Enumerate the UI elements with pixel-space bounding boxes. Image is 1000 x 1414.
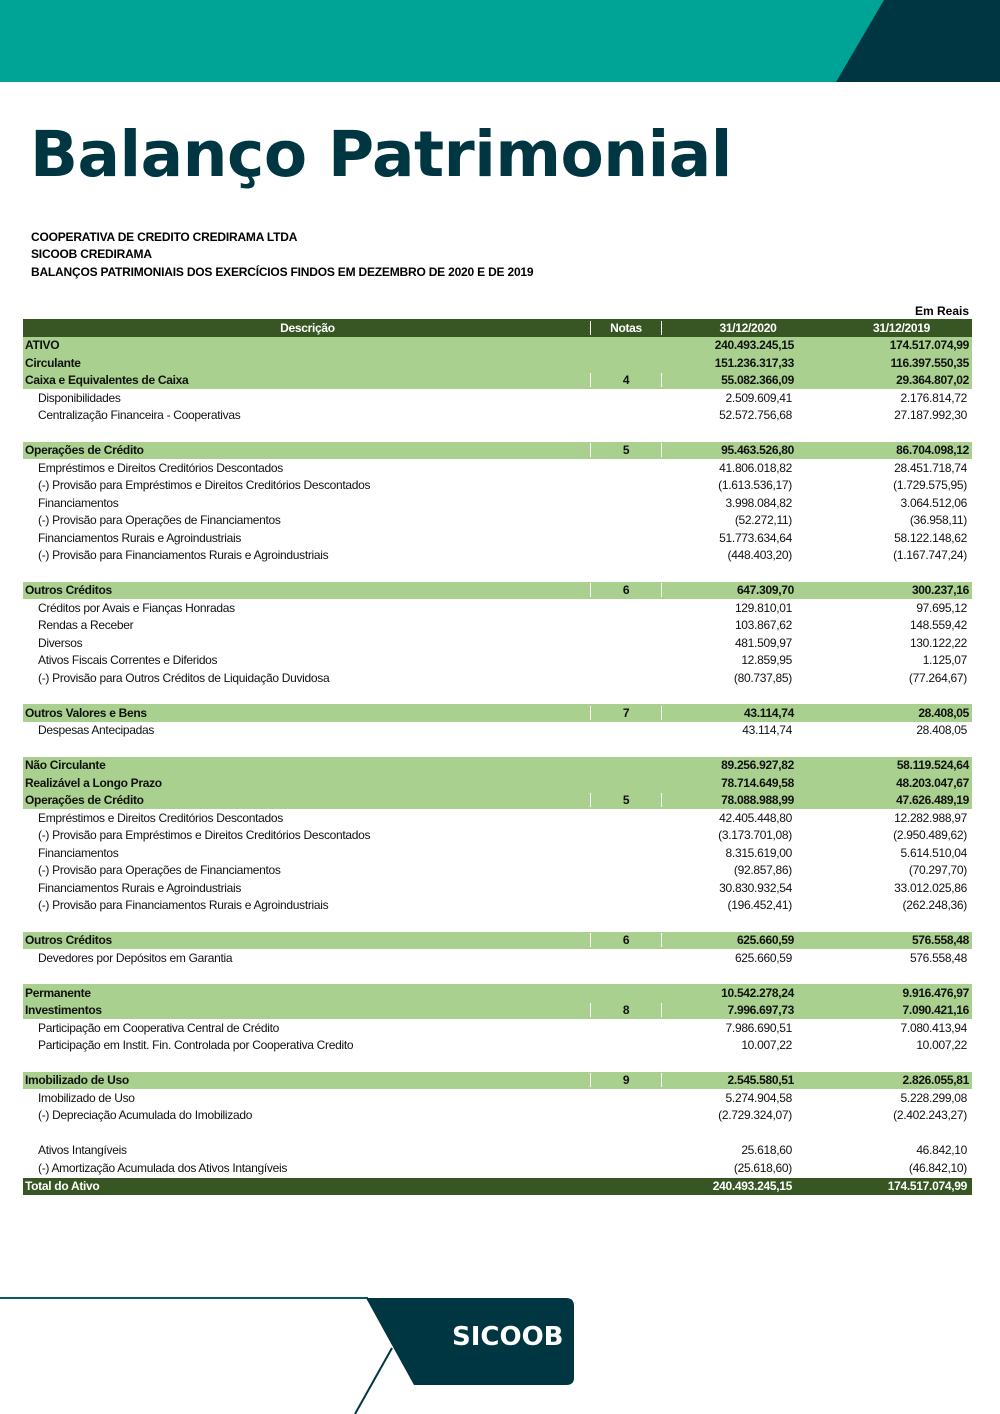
value-2020-cell: 240.493.245,15 bbox=[714, 338, 794, 353]
description-cell: Outros Créditos bbox=[25, 933, 112, 948]
value-2020-cell: 240.493.245,15 bbox=[712, 1179, 792, 1194]
value-2019-cell: 7.080.413,94 bbox=[900, 1020, 967, 1035]
value-2020-cell: 43.114,74 bbox=[742, 723, 792, 738]
spacer-row bbox=[23, 914, 972, 932]
value-2019-cell: 1.125,07 bbox=[922, 653, 967, 668]
value-2019-cell: 3.064.512,06 bbox=[900, 495, 967, 510]
description-cell: Centralização Financeira - Cooperativas bbox=[38, 408, 241, 423]
value-2019-cell: 58.122.148,62 bbox=[894, 530, 967, 545]
description-cell: Outros Valores e Bens bbox=[25, 705, 147, 720]
section-row bbox=[23, 372, 972, 390]
description-cell: Financiamentos Rurais e Agroindustriais bbox=[38, 530, 242, 545]
table-row bbox=[23, 652, 972, 670]
value-2020-cell: 3.998.084,82 bbox=[725, 495, 792, 510]
value-2019-cell: 47.626.489,19 bbox=[896, 793, 969, 808]
table-row bbox=[23, 529, 972, 547]
table-row bbox=[23, 949, 972, 967]
value-2020-cell: 7.996.697,73 bbox=[727, 1003, 794, 1018]
value-2020-cell: (25.618,60) bbox=[733, 1160, 792, 1175]
value-2019-cell: 97.695,12 bbox=[916, 600, 967, 615]
section-row bbox=[23, 792, 972, 810]
col-header-2019: 31/12/2019 bbox=[872, 320, 931, 335]
table-row bbox=[23, 1159, 972, 1177]
description-cell: Operações de Crédito bbox=[25, 443, 144, 458]
description-cell: Imobilizado de Uso bbox=[25, 1073, 129, 1088]
col-header-description: Descrição bbox=[280, 320, 335, 335]
description-cell: Ativos Fiscais Correntes e Diferidos bbox=[38, 653, 218, 668]
value-2019-cell: (70.297,70) bbox=[908, 863, 967, 878]
section-row bbox=[23, 337, 972, 355]
value-2019-cell: 9.916.476,97 bbox=[902, 985, 969, 1000]
table-row bbox=[23, 722, 972, 740]
value-2020-cell: (3.173.701,08) bbox=[718, 828, 792, 843]
value-2019-cell: 58.119.524,64 bbox=[896, 758, 969, 773]
value-2020-cell: (1.613.536,17) bbox=[718, 478, 792, 493]
notes-cell: 7 bbox=[590, 706, 662, 720]
description-cell: (-) Amortização Acumulada dos Ativos Intangíveis bbox=[38, 1160, 288, 1175]
section-row bbox=[23, 1002, 972, 1020]
description-cell: Participação em Instit. Fin. Controlada por Cooperativa Credito bbox=[38, 1038, 354, 1053]
notes-cell: 4 bbox=[590, 373, 662, 387]
value-2020-cell: 8.315.619,00 bbox=[725, 845, 792, 860]
value-2019-cell: 29.364.807,02 bbox=[896, 373, 969, 388]
value-2019-cell: 576.558,48 bbox=[909, 950, 967, 965]
value-2020-cell: 10.542.278,24 bbox=[721, 985, 794, 1000]
value-2020-cell: 43.114,74 bbox=[743, 705, 794, 720]
company-brand: SICOOB CREDIRAMA bbox=[31, 247, 152, 261]
value-2020-cell: 95.463.526,80 bbox=[721, 443, 794, 458]
value-2019-cell: 46.842,10 bbox=[916, 1143, 967, 1158]
description-cell: Permanente bbox=[25, 985, 91, 1000]
section-row bbox=[23, 932, 972, 950]
table-row bbox=[23, 459, 972, 477]
report-subtitle: BALANÇOS PATRIMONIAIS DOS EXERCÍCIOS FINDOS EM DEZEMBRO DE 2020 E DE 2019 bbox=[31, 265, 534, 279]
description-cell: Outros Créditos bbox=[25, 583, 112, 598]
value-2019-cell: 148.559,42 bbox=[909, 618, 967, 633]
balance-sheet-table bbox=[23, 319, 972, 1195]
description-cell: Rendas a Receber bbox=[38, 618, 134, 633]
value-2020-cell: 89.256.927,82 bbox=[721, 758, 794, 773]
value-2020-cell: (92.857,86) bbox=[733, 863, 792, 878]
value-2019-cell: (2.950.489,62) bbox=[893, 828, 967, 843]
description-cell: Créditos por Avais e Fianças Honradas bbox=[38, 600, 235, 615]
notes-cell: 5 bbox=[590, 793, 662, 807]
value-2019-cell: 2.826.055,81 bbox=[902, 1073, 969, 1088]
value-2020-cell: 52.572.756,68 bbox=[719, 408, 792, 423]
section-row bbox=[23, 442, 972, 460]
section-row bbox=[23, 757, 972, 775]
table-row bbox=[23, 1019, 972, 1037]
description-cell: Empréstimos e Direitos Creditórios Descontados bbox=[38, 810, 283, 825]
total-row bbox=[23, 1177, 972, 1196]
value-2019-cell: 5.228.299,08 bbox=[900, 1090, 967, 1105]
value-2019-cell: (46.842,10) bbox=[908, 1160, 967, 1175]
value-2019-cell: 28.451.718,74 bbox=[894, 460, 967, 475]
table-row bbox=[23, 827, 972, 845]
section-row bbox=[23, 704, 972, 722]
page-title: Balanço Patrimonial bbox=[30, 118, 732, 191]
value-2019-cell: 116.397.550,35 bbox=[890, 355, 969, 370]
table-row bbox=[23, 512, 972, 530]
table-row bbox=[23, 1142, 972, 1160]
table-row bbox=[23, 862, 972, 880]
table-body bbox=[23, 337, 972, 1196]
table-row bbox=[23, 844, 972, 862]
value-2020-cell: (448.403,20) bbox=[727, 548, 792, 563]
value-2020-cell: 2.545.580,51 bbox=[727, 1073, 794, 1088]
spacer-row bbox=[23, 424, 972, 442]
value-2019-cell: (36.958,11) bbox=[909, 513, 967, 528]
description-cell: ATIVO bbox=[25, 338, 60, 353]
value-2019-cell: 28.408,05 bbox=[916, 723, 967, 738]
table-row bbox=[23, 634, 972, 652]
description-cell: Participação em Cooperativa Central de Crédito bbox=[38, 1020, 279, 1035]
description-cell: Financiamentos bbox=[38, 495, 119, 510]
value-2020-cell: 30.830.932,54 bbox=[719, 880, 792, 895]
spacer-row bbox=[23, 739, 972, 757]
value-2020-cell: 5.274.904,58 bbox=[725, 1090, 792, 1105]
notes-cell: 8 bbox=[590, 1003, 662, 1017]
value-2020-cell: 25.618,60 bbox=[741, 1143, 792, 1158]
value-2019-cell: (1.167.747,24) bbox=[893, 548, 967, 563]
description-cell: (-) Provisão para Outros Créditos de Liquidação Duvidosa bbox=[38, 670, 330, 685]
value-2019-cell: 86.704.098,12 bbox=[896, 443, 969, 458]
value-2020-cell: (52.272,11) bbox=[734, 513, 792, 528]
value-2019-cell: 28.408,05 bbox=[918, 705, 969, 720]
spacer-row bbox=[23, 687, 972, 705]
table-row bbox=[23, 1037, 972, 1055]
description-cell: Financiamentos bbox=[38, 845, 119, 860]
table-row bbox=[23, 477, 972, 495]
description-cell: Total do Ativo bbox=[25, 1179, 100, 1194]
table-row bbox=[23, 1107, 972, 1125]
section-row bbox=[23, 984, 972, 1002]
footer-graphic bbox=[0, 1290, 1000, 1414]
value-2020-cell: 625.660,59 bbox=[734, 950, 792, 965]
table-row bbox=[23, 897, 972, 915]
value-2020-cell: 481.509,97 bbox=[734, 635, 792, 650]
description-cell: Circulante bbox=[25, 355, 81, 370]
value-2019-cell: 48.203.047,67 bbox=[896, 775, 969, 790]
value-2019-cell: 27.187.992,30 bbox=[894, 408, 967, 423]
table-row bbox=[23, 1089, 972, 1107]
description-cell: (-) Provisão para Empréstimos e Direitos Creditórios Descontados bbox=[38, 828, 371, 843]
value-2020-cell: 78.714.649,58 bbox=[721, 775, 794, 790]
value-2019-cell: 12.282.988,97 bbox=[894, 810, 967, 825]
value-2020-cell: 42.405.448,80 bbox=[719, 810, 792, 825]
value-2019-cell: 5.614.510,04 bbox=[900, 845, 967, 860]
col-header-notes: Notas bbox=[590, 321, 662, 335]
top-banner bbox=[0, 0, 1000, 82]
value-2020-cell: 129.810,01 bbox=[734, 600, 792, 615]
value-2019-cell: 10.007,22 bbox=[916, 1038, 967, 1053]
value-2020-cell: 7.986.690,51 bbox=[725, 1020, 792, 1035]
value-2019-cell: 7.090.421,16 bbox=[902, 1003, 969, 1018]
col-header-2020: 31/12/2020 bbox=[719, 320, 777, 335]
value-2019-cell: 2.176.814,72 bbox=[900, 390, 967, 405]
value-2020-cell: (196.452,41) bbox=[727, 898, 792, 913]
value-2019-cell: (77.264,67) bbox=[908, 670, 967, 685]
table-row bbox=[23, 599, 972, 617]
description-cell: (-) Provisão para Operações de Financiamentos bbox=[38, 513, 281, 528]
description-cell: Financiamentos Rurais e Agroindustriais bbox=[38, 880, 242, 895]
value-2020-cell: 12.859,95 bbox=[741, 653, 792, 668]
notes-cell: 5 bbox=[590, 443, 662, 457]
table-row bbox=[23, 494, 972, 512]
value-2020-cell: 647.309,70 bbox=[736, 583, 794, 598]
spacer-row bbox=[23, 564, 972, 582]
spacer-row bbox=[23, 967, 972, 985]
description-cell: Despesas Antecipadas bbox=[38, 723, 155, 738]
value-2020-cell: 78.088.988,99 bbox=[721, 793, 794, 808]
value-2020-cell: 55.082.366,09 bbox=[721, 373, 794, 388]
description-cell: Ativos Intangíveis bbox=[38, 1143, 127, 1158]
table-row bbox=[23, 617, 972, 635]
description-cell: Imobilizado de Uso bbox=[38, 1090, 135, 1105]
value-2020-cell: 41.806.018,82 bbox=[719, 460, 792, 475]
description-cell: Não Circulante bbox=[25, 758, 106, 773]
description-cell: Operações de Crédito bbox=[25, 793, 144, 808]
value-2020-cell: 51.773.634,64 bbox=[719, 530, 792, 545]
table-row bbox=[23, 669, 972, 687]
table-row bbox=[23, 809, 972, 827]
value-2020-cell: 2.509.609,41 bbox=[725, 390, 792, 405]
notes-cell: 6 bbox=[590, 933, 662, 947]
value-2020-cell: 625.660,59 bbox=[736, 933, 794, 948]
value-2019-cell: 174.517.074,99 bbox=[887, 1179, 967, 1194]
section-row bbox=[23, 774, 972, 792]
description-cell: Diversos bbox=[38, 635, 83, 650]
value-2019-cell: 300.237,16 bbox=[911, 583, 969, 598]
value-2020-cell: (80.737,85) bbox=[733, 670, 792, 685]
description-cell: (-) Provisão para Financiamentos Rurais e Agroindustriais bbox=[38, 548, 329, 563]
company-name: COOPERATIVA DE CREDITO CREDIRAMA LTDA bbox=[31, 230, 298, 244]
description-cell: Investimentos bbox=[25, 1003, 102, 1018]
value-2020-cell: 10.007,22 bbox=[741, 1038, 792, 1053]
table-row bbox=[23, 879, 972, 897]
spacer-row bbox=[23, 1054, 972, 1072]
section-row bbox=[23, 354, 972, 372]
sicoob-logo: SICOOB bbox=[452, 1322, 564, 1352]
description-cell: Caixa e Equivalentes de Caixa bbox=[25, 373, 189, 388]
description-cell: (-) Depreciação Acumulada do Imobilizado bbox=[38, 1108, 253, 1123]
value-2019-cell: 174.517.074,99 bbox=[889, 338, 969, 353]
table-row bbox=[23, 407, 972, 425]
value-2020-cell: (2.729.324,07) bbox=[718, 1108, 792, 1123]
description-cell: (-) Provisão para Financiamentos Rurais e Agroindustriais bbox=[38, 898, 329, 913]
description-cell: Realizável a Longo Prazo bbox=[25, 775, 162, 790]
value-2019-cell: 33.012.025,86 bbox=[894, 880, 967, 895]
section-row bbox=[23, 582, 972, 600]
value-2019-cell: 576.558,48 bbox=[911, 933, 969, 948]
notes-cell: 9 bbox=[590, 1073, 662, 1087]
value-2019-cell: (1.729.575,95) bbox=[893, 478, 967, 493]
currency-unit: Em Reais bbox=[914, 304, 969, 318]
description-cell: Disponibilidades bbox=[38, 390, 121, 405]
spacer-row bbox=[23, 1124, 972, 1142]
value-2019-cell: 130.122,22 bbox=[909, 635, 967, 650]
value-2019-cell: (2.402.243,27) bbox=[893, 1108, 967, 1123]
description-cell: Devedores por Depósitos em Garantia bbox=[38, 950, 233, 965]
description-cell: (-) Provisão para Operações de Financiamentos bbox=[38, 863, 281, 878]
notes-cell: 6 bbox=[590, 583, 662, 597]
table-row bbox=[23, 547, 972, 565]
value-2020-cell: 151.236.317,33 bbox=[714, 355, 794, 370]
value-2020-cell: 103.867,62 bbox=[734, 618, 792, 633]
table-header bbox=[23, 319, 972, 337]
description-cell: Empréstimos e Direitos Creditórios Descontados bbox=[38, 460, 283, 475]
value-2019-cell: (262.248,36) bbox=[902, 898, 967, 913]
table-row bbox=[23, 389, 972, 407]
section-row bbox=[23, 1072, 972, 1090]
description-cell: (-) Provisão para Empréstimos e Direitos Creditórios Descontados bbox=[38, 478, 371, 493]
